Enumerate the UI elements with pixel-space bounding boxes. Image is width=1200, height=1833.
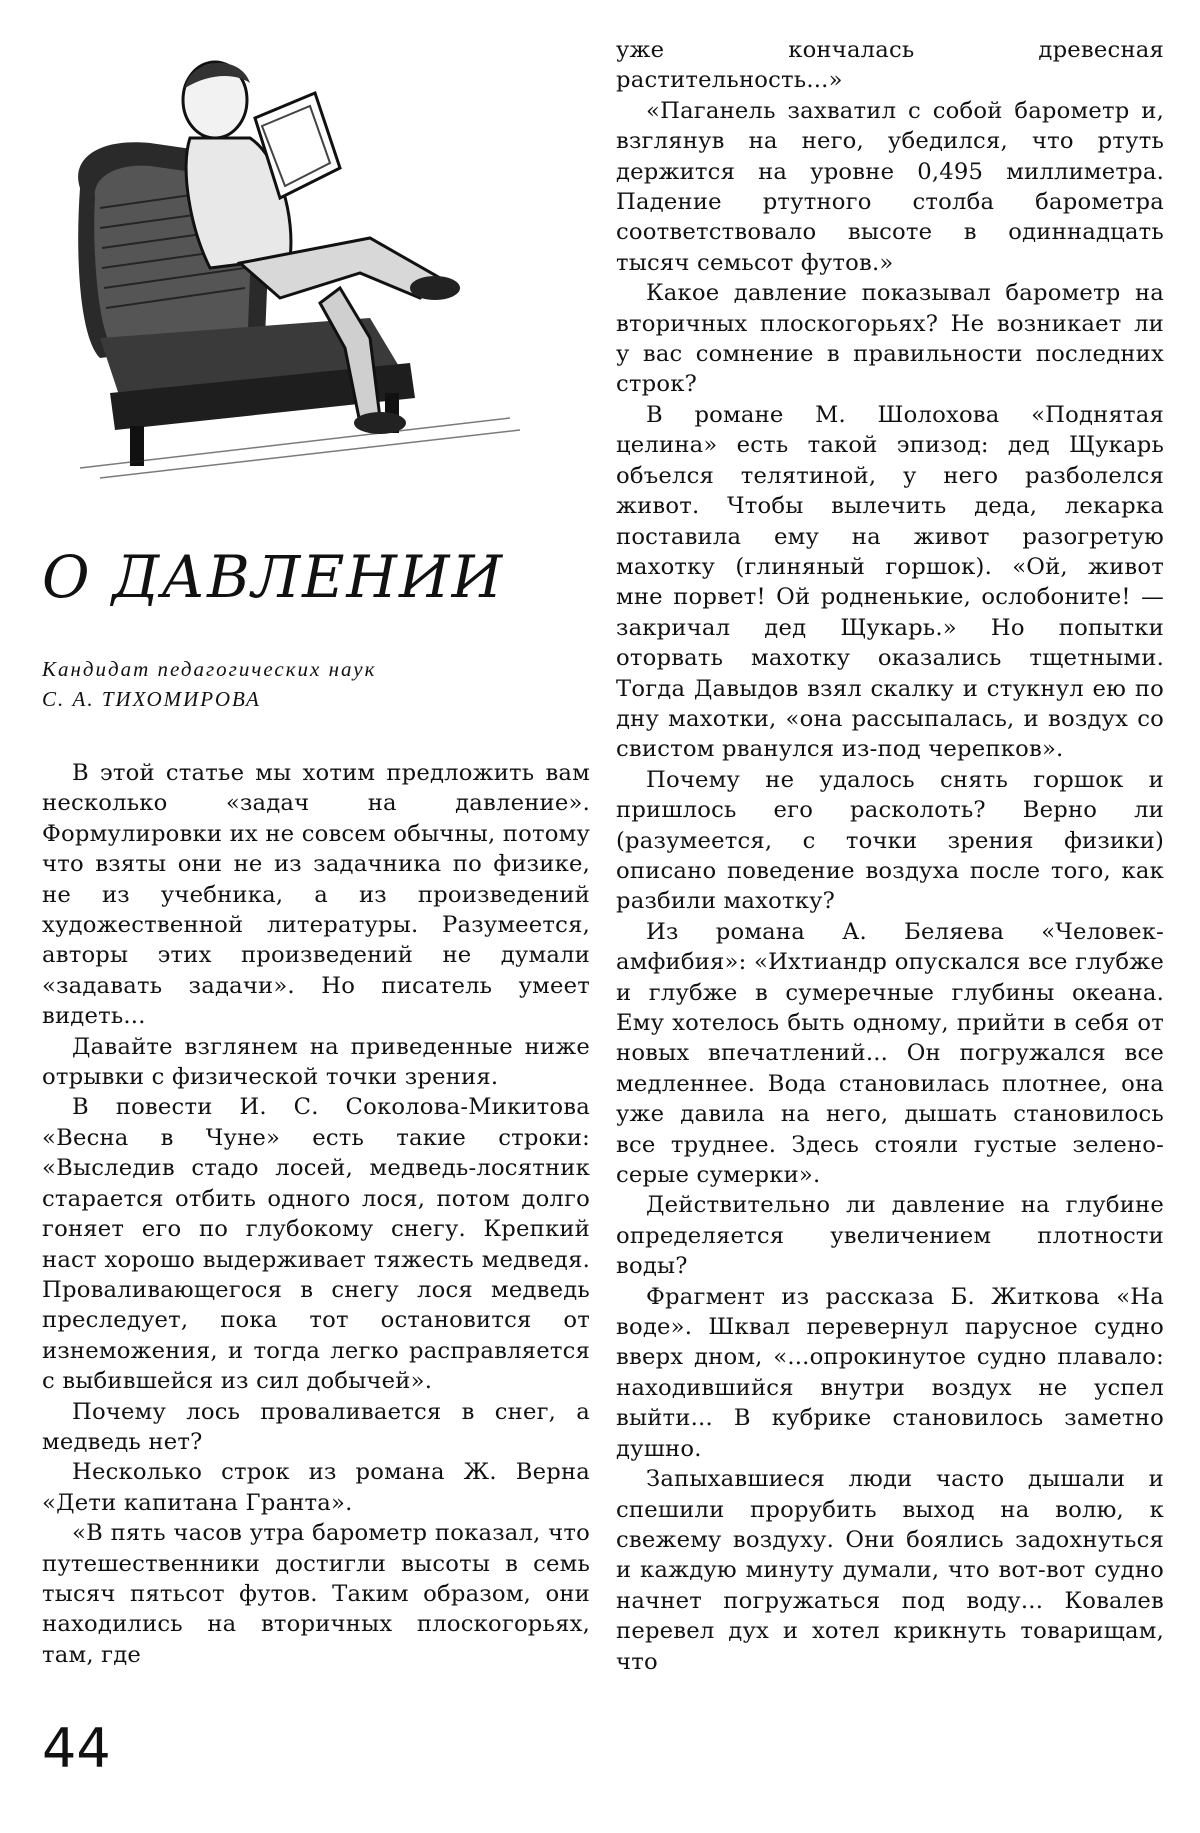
boy-reading-in-armchair-icon <box>40 38 550 508</box>
paragraph: Фрагмент из рассказа Б. Житкова «На воде». Шквал перевернул парусное судно вверх дном, «...опрокинутое судно плавало: находившийся внутри воздух не успел выйти... В кубрике становилось заметно душно. <box>616 1283 1164 1462</box>
right-column <box>616 35 1164 1677</box>
paragraph: Почему не удалось снять горшок и пришлось его расколоть? Верно ли (разумеется, с точки зрения физики) описано поведение воздуха после того, как разбили махотку? <box>616 766 1164 915</box>
paragraph: Какое давление показывал барометр на вторичных плоскогорьях? Не возникает ли у вас сомнение в правильности последних строк? <box>616 280 1164 398</box>
paragraph: Почему лось проваливается в снег, а медведь нет? <box>42 1398 590 1455</box>
paragraph: Несколько строк из романа Ж. Верна «Дети капитана Гранта». <box>42 1459 590 1516</box>
paragraph: «Паганель захватил с собой барометр и, взглянув на него, убедился, что ртуть держится на уровне 0,495 миллиметра. Падение ртутного столба барометра соответствовало высоте в одиннадцать тысяч семьсот футов.» <box>616 97 1164 276</box>
author-title: Кандидат педагогических наук <box>42 657 377 681</box>
author-name: С. А. ТИХОМИРОВА <box>42 687 261 711</box>
paragraph: уже кончалась древесная растительность...» <box>616 37 1164 94</box>
paragraph: Из романа А. Беляева «Человек-амфибия»: «Ихтиандр опускался все глубже и глубже в сумеречные глубины океана. Ему хотелось быть одному, прийти в себя от новых впечатлений... Он погружался все медленнее. Вода становилась плотнее, она уже давила на него, дышать становилось все труднее. Здесь стояли густые зелено-серые сумерки». <box>616 918 1164 1189</box>
paragraph: Действительно ли давление на глубине определяется увеличением плотности воды? <box>616 1192 1164 1280</box>
byline <box>42 654 376 714</box>
paragraph: «В пять часов утра барометр показал, что путешественники достигли высоты в семь тысяч пятьсот футов. Таким образом, они находились на вторичных плоскогорьях, там, где <box>42 1520 590 1668</box>
left-column <box>42 758 590 1670</box>
page-number: 44 <box>42 1717 111 1780</box>
paragraph: В этой статье мы хотим предложить вам несколько «задач на давление». Формулировки их не совсем обычны, потому что взяты они не из задачника по физике, не из учебника, а из произведений художественной литературы. Разумеется, авторы этих произведений не думали «задавать задачи». Но писатель умеет видеть... <box>42 760 590 1030</box>
paragraph: Давайте взглянем на приведенные ниже отрывки с физической точки зрения. <box>42 1033 590 1091</box>
paragraph: Запыхавшиеся люди часто дышали и спешили прорубить выход на волю, к свежему воздуху. Они боялись задохнуться и каждую минуту думали, что вот-вот судно начнет погружаться под воду... Ковалев перевел дух и хотел крикнуть товарищам, что <box>616 1466 1164 1675</box>
paragraph: В романе М. Шолохова «Поднятая целина» есть такой эпизод: дед Щукарь объелся телятиной, у него разболелся живот. Чтобы вылечить деда, лекарка поставила ему на живот разогретую махотку (глиняный горшок). «Ой, живот мне порвет! Ой родненькие, ослобоните! — закричал дед Щукарь.» Но попытки оторвать махотку оказались тщетными. Тогда Давыдов взял скалку и стукнул ею по дну махотки, «она рассыпалась, и воздух со свистом рванулся из-под черепков». <box>616 401 1164 763</box>
paragraph: В повести И. С. Соколова-Микитова «Весна в Чуне» есть такие строки: «Выследив стадо лосей, медведь-лосятник старается отбить одного лося, потом долго гоняет его по глубокому снегу. Крепкий наст хорошо выдерживает тяжесть медведя. Проваливающегося в снегу лося медведь преследует, пока тот остановится от изнеможения, и тогда легко расправляется с выбившейся из сил добычей». <box>42 1094 590 1395</box>
article-title: О ДАВЛЕНИИ <box>42 543 505 611</box>
